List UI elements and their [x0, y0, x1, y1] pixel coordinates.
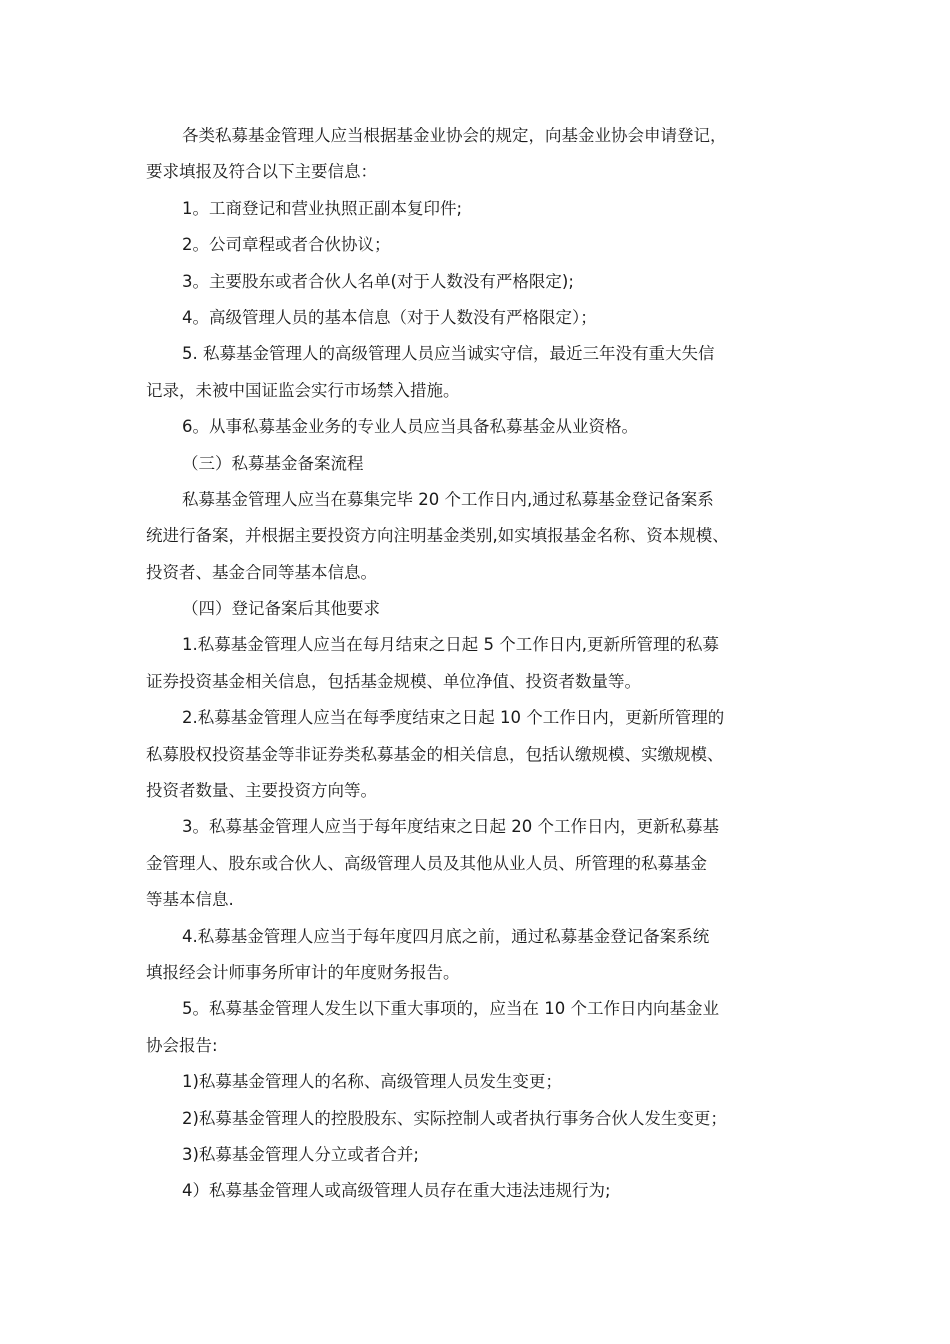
text-line: 要求填报及符合以下主要信息：	[146, 162, 377, 182]
text-line: 5。私募基金管理人发生以下重大事项的，应当在 10 个工作日内向基金业	[182, 999, 719, 1019]
text-line: 4。高级管理人员的基本信息（对于人数没有严格限定）；	[182, 307, 597, 327]
text-line: 2.私募基金管理人应当在每季度结束之日起 10 个工作日内，更新所管理的	[182, 708, 725, 728]
text-line: 3。主要股东或者合伙人名单(对于人数没有严格限定);	[182, 271, 574, 291]
text-line: 证券投资基金相关信息，包括基金规模、单位净值、投资者数量等。	[146, 671, 641, 691]
text-line: 3。私募基金管理人应当于每年度结束之日起 20 个工作日内，更新私募基	[182, 817, 719, 837]
text-line: 3)私募基金管理人分立或者合并;	[182, 1144, 419, 1164]
text-line: 私募股权投资基金等非证券类私募基金的相关信息，包括认缴规模、实缴规模、	[146, 744, 724, 764]
text-line: 投资者、基金合同等基本信息。	[146, 562, 377, 582]
text-line: 统进行备案，并根据主要投资方向注明基金类别,如实填报基金名称、资本规模、	[146, 526, 729, 546]
text-line: 填报经会计师事务所审计的年度财务报告。	[146, 962, 460, 982]
text-line: 1.私募基金管理人应当在每月结束之日起 5 个工作日内,更新所管理的私募	[182, 635, 719, 655]
text-line: （四）登记备案后其他要求	[182, 599, 380, 619]
text-line: 金管理人、股东或合伙人、高级管理人员及其他从业人员、所管理的私募基金	[146, 853, 707, 873]
text-line: 1。工商登记和营业执照正副本复印件;	[182, 198, 463, 218]
text-line: 2。公司章程或者合伙协议；	[182, 235, 391, 255]
document-body	[146, 118, 826, 1210]
text-line: 投资者数量、主要投资方向等。	[146, 781, 377, 801]
text-line: 5. 私募基金管理人的高级管理人员应当诚实守信，最近三年没有重大失信	[182, 344, 715, 364]
text-line: 记录，未被中国证监会实行市场禁入措施。	[146, 380, 460, 400]
text-line: 4.私募基金管理人应当于每年度四月底之前，通过私募基金登记备案系统	[182, 926, 710, 946]
text-line: 4）私募基金管理人或高级管理人员存在重大违法违规行为;	[182, 1181, 611, 1201]
text-line: 等基本信息.	[146, 890, 234, 910]
text-line: 1)私募基金管理人的名称、高级管理人员发生变更；	[182, 1072, 562, 1092]
text-line: 私募基金管理人应当在募集完毕 20 个工作日内,通过私募基金登记备案系	[182, 489, 714, 509]
text-line: （三）私募基金备案流程	[182, 453, 364, 473]
text-line: 2)私募基金管理人的控股股东、实际控制人或者执行事务合伙人发生变更；	[182, 1108, 727, 1128]
text-line: 各类私募基金管理人应当根据基金业协会的规定，向基金业协会申请登记，	[182, 126, 727, 145]
text-line: 6。从事私募基金业务的专业人员应当具备私募基金从业资格。	[182, 417, 638, 437]
text-line: 协会报告:	[146, 1035, 218, 1055]
